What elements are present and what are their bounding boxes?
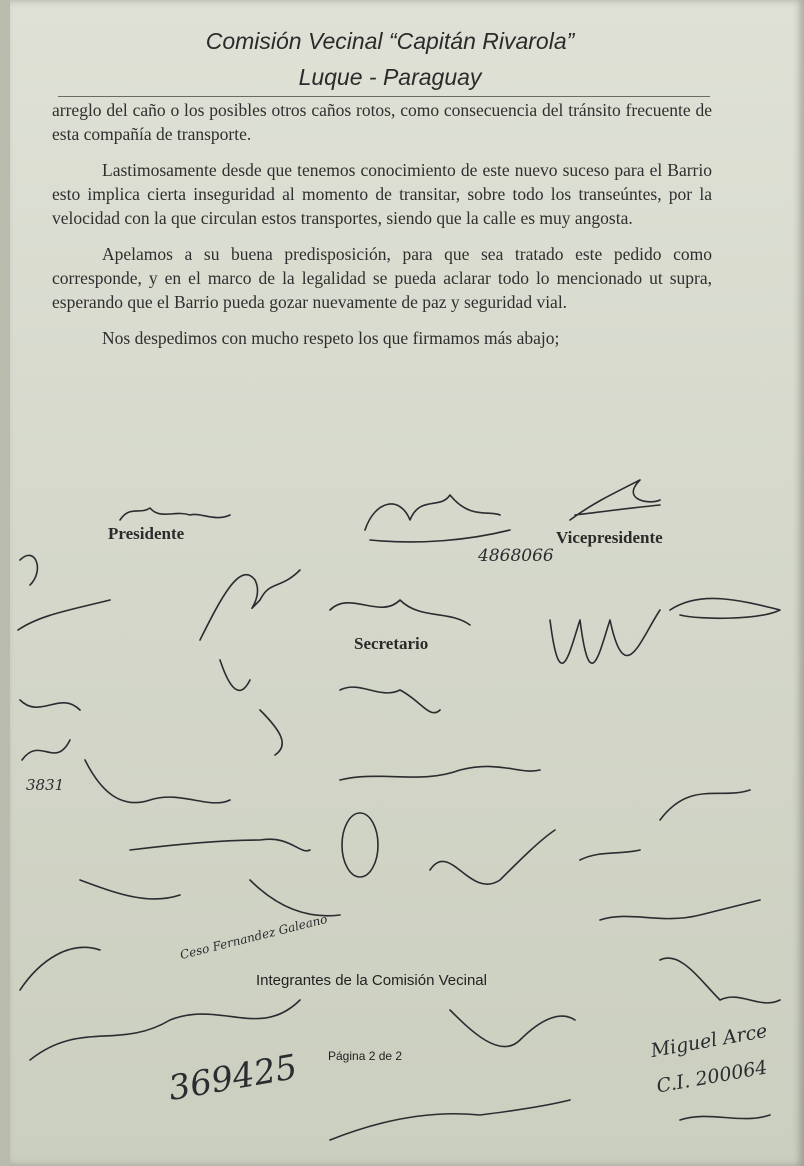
left-margin-signatures bbox=[18, 555, 110, 760]
signature-4 bbox=[550, 610, 660, 663]
signature-11 bbox=[80, 880, 340, 916]
handwritten-name-2: Miguel Arce bbox=[648, 1019, 769, 1063]
signature-10 bbox=[130, 839, 310, 851]
signature-13 bbox=[580, 790, 750, 860]
paragraph-4: Nos despedimos con mucho respeto los que firmamos más abajo; bbox=[102, 328, 560, 348]
signature-circle bbox=[342, 813, 378, 877]
signature-17 bbox=[660, 958, 780, 1003]
secretary-label: Secretario bbox=[354, 634, 429, 653]
paragraph-3: Apelamos a su buena predisposición, para que sea tratado este pedido como corresponde, y en el marco de la legalidad se pueda aclarar todo lo mencionado ut supra, esperando que el Barrio pueda gozar nuevamente de paz y seguridad vial. bbox=[52, 244, 712, 312]
page-number: Página 2 de 2 bbox=[328, 1049, 403, 1063]
signature-6 bbox=[220, 660, 282, 755]
letterhead-title: Comisión Vecinal “Capitán Rivarola” bbox=[205, 28, 575, 54]
signature-19 bbox=[680, 1115, 770, 1120]
central-signature bbox=[365, 495, 510, 542]
signature-5 bbox=[670, 598, 780, 618]
signature-9 bbox=[85, 760, 230, 803]
vice-signature bbox=[570, 480, 660, 520]
paragraph-2: Lastimosamente desde que tenemos conocimiento de este nuevo suceso para el Barrio esto implica cierta inseguridad al momento de transitar, sobre todo los transeúntes, por la velocidad con la que circulan estos transportes, siendo que la calle es muy angosta. bbox=[52, 160, 712, 228]
signature-2 bbox=[200, 570, 300, 640]
president-signature bbox=[120, 508, 230, 520]
handwritten-id-4: C.I. 200064 bbox=[654, 1056, 770, 1098]
letterhead-subtitle: Luque - Paraguay bbox=[298, 64, 482, 90]
signature-15 bbox=[20, 947, 300, 1060]
president-label: Presidente bbox=[108, 524, 185, 543]
signature-8 bbox=[340, 766, 540, 780]
handwritten-id-1: 4868066 bbox=[478, 546, 554, 566]
signature-18 bbox=[330, 1100, 570, 1140]
handwritten-id-2: 3831 bbox=[26, 776, 65, 794]
vice-president-label: Vicepresidente bbox=[556, 528, 663, 547]
signature-14 bbox=[600, 900, 760, 920]
paragraph-1: arreglo del caño o los posibles otros caños rotos, como consecuencia del tránsito frecuente de esta compañía de transporte. bbox=[52, 100, 712, 144]
signature-7 bbox=[340, 687, 440, 713]
signature-12 bbox=[430, 830, 555, 884]
signature-16 bbox=[450, 1010, 575, 1047]
members-caption: Integrantes de la Comisión Vecinal bbox=[256, 972, 487, 989]
handwritten-id-3: 369425 bbox=[165, 1047, 301, 1109]
handwritten-name-1: Ceso Fernandez Galeano bbox=[178, 911, 329, 963]
signature-3 bbox=[330, 600, 470, 625]
